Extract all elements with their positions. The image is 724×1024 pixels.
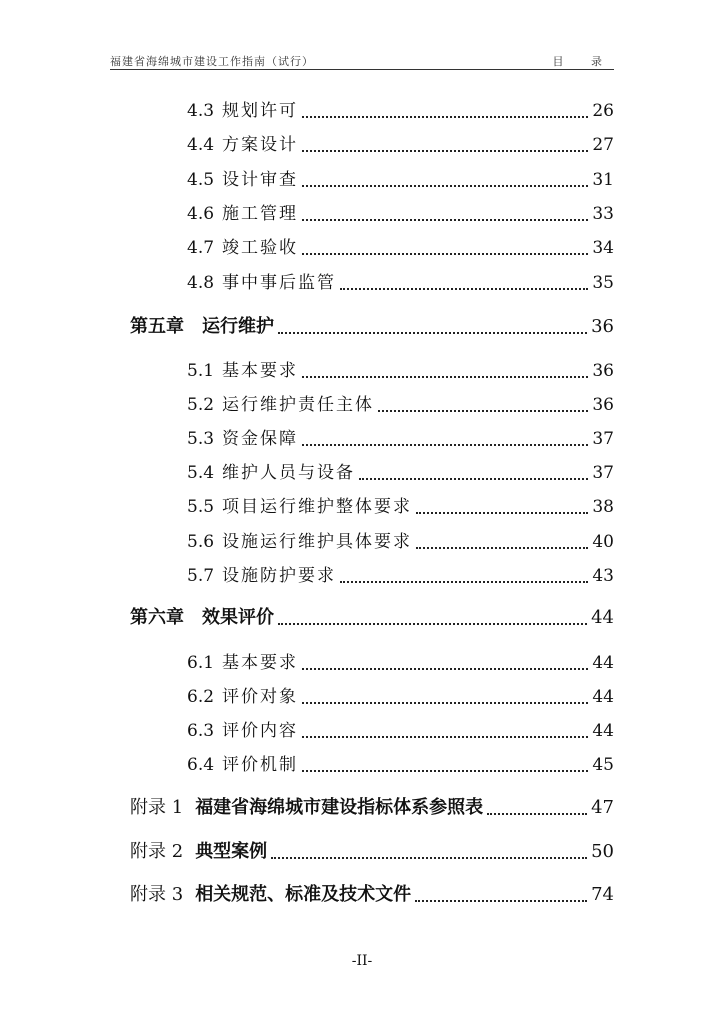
toc-entry-number: 5.2: [187, 395, 215, 415]
toc-leader-dots: [416, 495, 588, 514]
toc-entry-page: 34: [592, 238, 614, 258]
toc-entry-title: 事中事后监管: [222, 273, 337, 293]
toc-entry-number: 5.7: [187, 566, 215, 586]
toc-appendix-title: 福建省海绵城市建设指标体系参照表: [195, 797, 484, 818]
toc-entry-number: 4.7: [187, 238, 215, 258]
toc-appendix-label: 附录 2: [130, 841, 184, 862]
toc-entry-5-5[interactable]: [187, 492, 614, 517]
toc-entry-title: 基本要求: [222, 361, 299, 381]
toc-entry-5-1[interactable]: [187, 356, 614, 381]
toc-entry-page: 47: [591, 797, 614, 818]
toc-leader-dots: [378, 393, 588, 412]
toc-entry-number: 5.3: [187, 429, 215, 449]
toc-entry-number: 6.4: [187, 755, 215, 775]
toc-entry-page: 37: [592, 463, 614, 483]
toc-chapter-title: 效果评价: [202, 607, 274, 628]
toc-entry-number: 5.5: [187, 497, 215, 517]
toc-entry-page: 35: [592, 273, 614, 293]
toc-entry-page: 45: [592, 755, 614, 775]
toc-entry-title: 项目运行维护整体要求: [222, 497, 413, 517]
toc-leader-dots: [340, 271, 588, 290]
toc-entry-number: 4.3: [187, 101, 215, 121]
toc-entry-page: 36: [591, 316, 614, 337]
toc-leader-dots: [302, 236, 588, 255]
toc-entry-page: 26: [592, 101, 614, 121]
toc-entry-page: 43: [592, 566, 614, 586]
toc-entry-number: 5.1: [187, 361, 215, 381]
toc-entry-5-7[interactable]: [187, 561, 614, 586]
toc-entry-6-1[interactable]: [187, 648, 614, 673]
toc-entry-title: 规划许可: [222, 101, 299, 121]
toc-leader-dots: [271, 839, 587, 859]
toc-leader-dots: [302, 202, 588, 221]
toc-entry-page: 37: [592, 429, 614, 449]
toc-entry-5-3[interactable]: [187, 424, 614, 449]
toc-entry-title: 施工管理: [222, 204, 299, 224]
toc-entry-title: 设施防护要求: [222, 566, 337, 586]
toc-entry-page: 44: [592, 721, 614, 741]
toc-entry-number: 6.2: [187, 687, 215, 707]
toc-leader-dots: [302, 99, 588, 118]
toc-entry-4-6[interactable]: [187, 199, 614, 224]
header-document-title: 福建省海绵城市建设工作指南（试行）: [110, 55, 314, 68]
toc-entry-5-2[interactable]: [187, 390, 614, 415]
toc-entry-page: 38: [592, 497, 614, 517]
toc-entry-4-3[interactable]: [187, 96, 614, 121]
toc-entry-6-3[interactable]: [187, 716, 614, 741]
toc-entry-title: 设计审查: [222, 170, 299, 190]
header-section-label: 目 录: [552, 55, 614, 68]
toc-entry-title: 资金保障: [222, 429, 299, 449]
toc-leader-dots: [302, 753, 588, 772]
toc-entry-title: 基本要求: [222, 653, 299, 673]
toc-leader-dots: [340, 564, 588, 583]
toc-chapter-number: 第六章: [130, 607, 184, 628]
toc-chapter-number: 第五章: [130, 316, 184, 337]
toc-appendix-label: 附录 3: [130, 884, 184, 905]
toc-entry-page: 74: [591, 884, 614, 905]
toc-entry-page: 31: [592, 170, 614, 190]
toc-entry-4-5[interactable]: [187, 165, 614, 190]
toc-entry-number: 4.6: [187, 204, 215, 224]
toc-leader-dots: [302, 719, 588, 738]
toc-entry-page: 44: [591, 607, 614, 628]
toc-entry-number: 4.5: [187, 170, 215, 190]
toc-appendix-2[interactable]: [130, 837, 614, 863]
toc-entry-page: 50: [591, 841, 614, 862]
toc-entry-page: 40: [592, 532, 614, 552]
toc-leader-dots: [359, 461, 588, 480]
toc-leader-dots: [416, 530, 588, 549]
toc-entry-title: 方案设计: [222, 135, 299, 155]
toc-leader-dots: [302, 651, 588, 670]
toc-chapter-6[interactable]: [130, 603, 614, 629]
toc-entry-page: 33: [592, 204, 614, 224]
toc-entry-number: 6.3: [187, 721, 215, 741]
toc-entry-number: 6.1: [187, 653, 215, 673]
toc-leader-dots: [415, 882, 587, 902]
toc-entry-title: 评价对象: [222, 687, 299, 707]
toc-entry-title: 设施运行维护具体要求: [222, 532, 413, 552]
toc-leader-dots: [302, 685, 588, 704]
toc-entry-page: 36: [592, 395, 614, 415]
toc-leader-dots: [302, 359, 588, 378]
toc-entry-5-4[interactable]: [187, 458, 614, 483]
toc-appendix-1[interactable]: [130, 793, 614, 819]
toc-entry-6-4[interactable]: [187, 750, 614, 775]
toc-leader-dots: [278, 314, 587, 334]
toc-appendix-3[interactable]: [130, 880, 614, 906]
toc-entry-number: 5.4: [187, 463, 215, 483]
toc-entry-title: 竣工验收: [222, 238, 299, 258]
toc-leader-dots: [487, 795, 587, 815]
toc-entry-4-4[interactable]: [187, 130, 614, 155]
toc-entry-page: 27: [592, 135, 614, 155]
toc-entry-4-7[interactable]: [187, 233, 614, 258]
page-number: -II-: [351, 953, 373, 969]
toc-entry-title: 维护人员与设备: [222, 463, 356, 483]
toc-appendix-label: 附录 1: [130, 797, 184, 818]
toc-entry-title: 评价内容: [222, 721, 299, 741]
toc-entry-number: 4.8: [187, 273, 215, 293]
toc-entry-page: 36: [592, 361, 614, 381]
toc-leader-dots: [302, 133, 588, 152]
toc-entry-5-6[interactable]: [187, 527, 614, 552]
toc-entry-page: 44: [592, 687, 614, 707]
toc-leader-dots: [278, 605, 587, 625]
toc-entry-4-8[interactable]: [187, 268, 614, 293]
toc-entry-title: 评价机制: [222, 755, 299, 775]
toc-leader-dots: [302, 427, 588, 446]
toc-chapter-5[interactable]: [130, 312, 614, 338]
toc-chapter-title: 运行维护: [202, 316, 274, 337]
toc-entry-6-2[interactable]: [187, 682, 614, 707]
toc-entry-number: 5.6: [187, 532, 215, 552]
toc-entry-page: 44: [592, 653, 614, 673]
toc-leader-dots: [302, 168, 588, 187]
toc-entry-number: 4.4: [187, 135, 215, 155]
toc-entry-title: 运行维护责任主体: [222, 395, 375, 415]
toc-appendix-title: 相关规范、标准及技术文件: [195, 884, 412, 905]
toc-appendix-title: 典型案例: [195, 841, 268, 862]
